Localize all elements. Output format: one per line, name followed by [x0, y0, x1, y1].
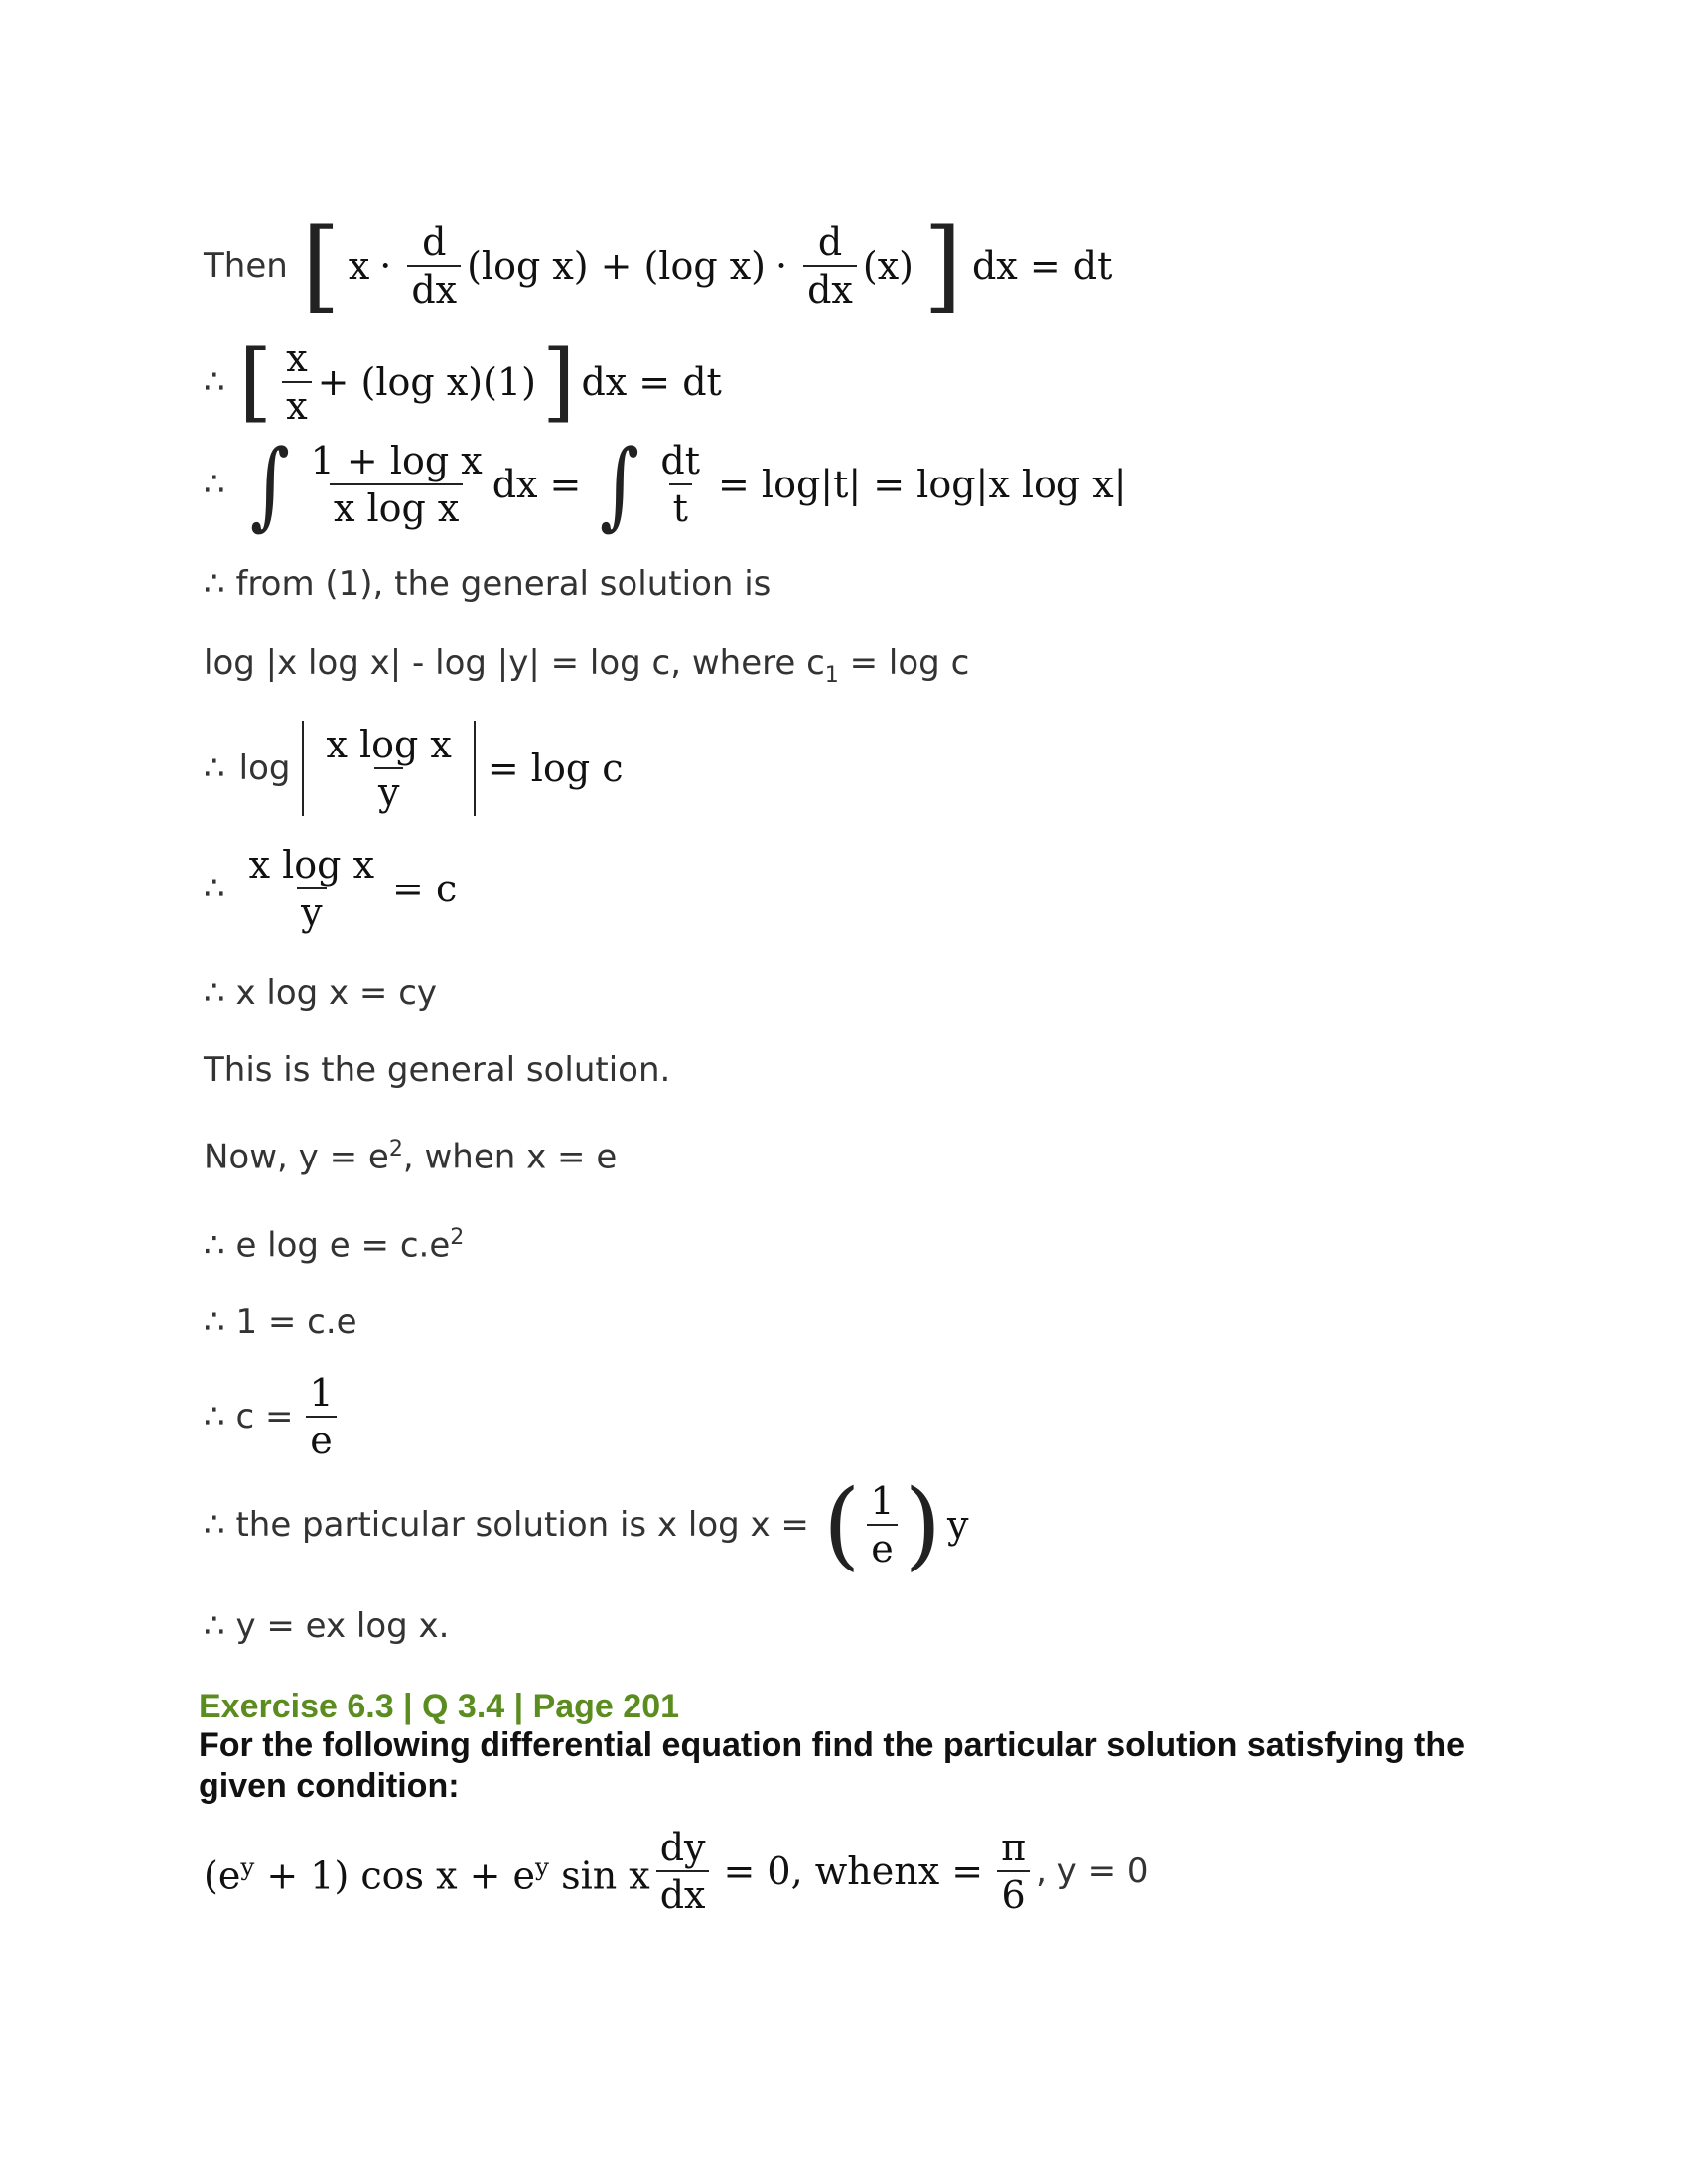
abs-fraction: $\frac{\text{x log x}}{y}$	[326, 723, 452, 814]
therefore-symbol: ∴	[204, 869, 225, 908]
math-rhs: = c	[392, 867, 458, 910]
abs-bar-left	[302, 721, 304, 816]
step-line-8: ∴ x log x = cy	[204, 973, 438, 1013]
step-line-12: ∴ 1 = c.e	[204, 1302, 357, 1342]
math-rhs: dx = dt	[971, 244, 1113, 288]
fraction: $\frac{\text{x log x}}{y}$	[248, 843, 375, 934]
step-line-13: ∴ c = $\frac{1}{e}$	[204, 1370, 344, 1463]
question-text: For the following differential equation find the particular solution satisfying the given condition:	[199, 1726, 1466, 1805]
math-rhs: = log c	[487, 747, 624, 790]
dt-over-t-fraction: $\frac{dt}{t}$	[660, 439, 701, 530]
step-line-9: This is the general solution.	[204, 1050, 671, 1090]
cdot: ·	[379, 244, 392, 288]
step-line-14: ∴ the particular solution is x log x = ( $\frac{1}{e}$ ) y	[204, 1469, 969, 1580]
left-paren: (	[822, 1469, 861, 1580]
right-bracket: ]	[541, 333, 576, 432]
math-logx: (log x)	[467, 244, 589, 288]
therefore-symbol: ∴	[204, 465, 225, 504]
step-line-10: Now, $y = e^2$, when x = e	[204, 1136, 618, 1177]
left-bracket: [	[301, 207, 341, 324]
math-rhs: dx = dt	[581, 360, 722, 404]
integral-sign: ∫	[249, 429, 290, 540]
math-dx-eq: dx =	[492, 463, 582, 506]
step-line-15: ∴ y = ex log x.	[204, 1606, 450, 1646]
math-x: x	[348, 244, 370, 288]
question-equation: $(e^y + 1)$ $\cos x + e^y$ sin x $\frac{dy}{dx}$ = 0, whenx = $\frac{\pi}{6}$ , y = 0	[204, 1826, 1149, 1917]
step-line-6	[204, 721, 624, 816]
derivative-fraction-2: $\frac{d}{dx}$	[803, 219, 857, 313]
fraction-x-over-x: $\frac{x}{x}$	[282, 336, 311, 429]
pi-over-6-fraction: $\frac{\pi}{6}$	[997, 1825, 1030, 1918]
therefore-symbol: ∴	[204, 362, 225, 402]
cdot-2: ·	[775, 244, 788, 288]
fraction-1-over-e: $\frac{1}{e}$	[866, 1478, 898, 1571]
plus: +	[600, 244, 633, 288]
dy-dx-fraction: $\frac{dy}{dx}$	[656, 1825, 710, 1918]
step-line-3	[204, 429, 1127, 540]
step-line-5: log |x log x| - log |y| = log c, where $c_1 = \log c$	[204, 643, 970, 688]
abs-bar-right	[474, 721, 476, 816]
math-paren-x: (x)	[862, 244, 914, 288]
log-label: log	[238, 749, 291, 788]
derivative-fraction: $\frac{d}{dx}$	[407, 219, 461, 313]
integral-sign-2: ∫	[600, 429, 640, 540]
step-line-1	[204, 207, 1113, 324]
math-mid: + (log x)(1)	[317, 360, 536, 404]
integrand-fraction: $\frac{\text{1 + log x}}{\text{x log x}}$	[310, 439, 483, 530]
step-line-4: ∴ from (1), the general solution is	[204, 564, 772, 604]
therefore-symbol: ∴	[204, 749, 225, 788]
step-line-11: ∴ e $\log e = c.e^2$	[204, 1224, 465, 1266]
left-bracket: [	[238, 333, 273, 432]
fraction-1-over-e: $\frac{1}{e}$	[305, 1370, 337, 1463]
right-bracket: ]	[922, 207, 962, 324]
step-line-2	[204, 333, 722, 432]
math-logx-2: (log x)	[643, 244, 767, 288]
exercise-heading: Exercise 6.3 | Q 3.4 | Page 201	[199, 1688, 680, 1725]
math-rhs: = log|t| = log|x log x|	[718, 463, 1127, 506]
right-paren: )	[904, 1469, 942, 1580]
step-line-7	[204, 842, 457, 935]
then-label: Then	[204, 246, 288, 286]
